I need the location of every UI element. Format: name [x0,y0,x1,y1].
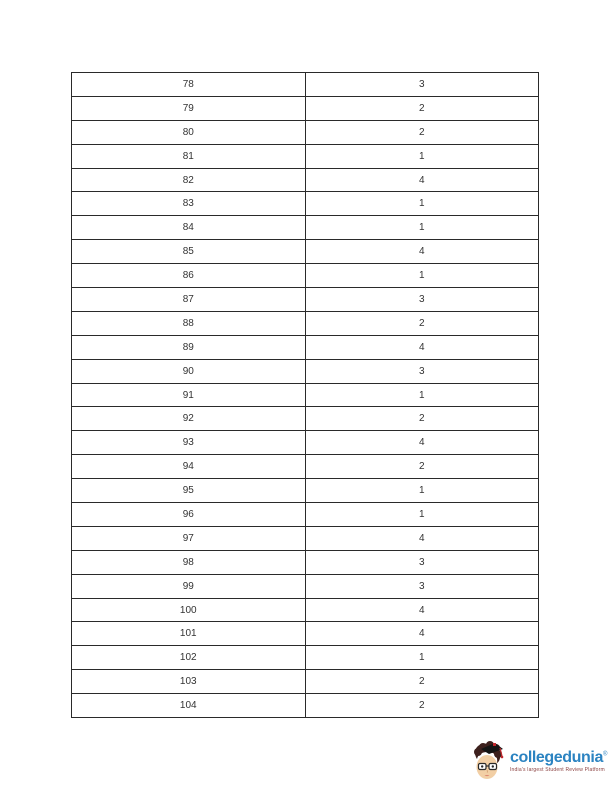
logo-text [510,750,607,773]
answer-cell: 3 [305,73,539,97]
table-row [72,73,539,97]
answer-cell: 4 [305,598,539,622]
question-number-cell: 103 [72,670,306,694]
brand-tagline: India's largest Student Review Platform [509,766,605,773]
answer-cell: 2 [305,407,539,431]
question-number-cell: 79 [72,96,306,120]
table-row [72,455,539,479]
answer-cell: 2 [305,311,539,335]
answer-cell: 4 [305,622,539,646]
answer-cell: 1 [305,383,539,407]
answer-cell: 2 [305,96,539,120]
answer-key-body [72,73,539,718]
question-number-cell: 84 [72,216,306,240]
answer-cell: 3 [305,288,539,312]
table-row [72,216,539,240]
table-row [72,288,539,312]
table-row [72,311,539,335]
answer-cell: 4 [305,431,539,455]
table-row [72,431,539,455]
brand-name: collegedunia® [509,748,607,766]
question-number-cell: 104 [72,694,306,718]
table-row [72,264,539,288]
question-number-cell: 90 [72,359,306,383]
answer-cell: 1 [305,503,539,527]
answer-cell: 1 [305,264,539,288]
question-number-cell: 101 [72,622,306,646]
answer-cell: 4 [305,335,539,359]
question-number-cell: 87 [72,288,306,312]
table-row [72,646,539,670]
question-number-cell: 95 [72,479,306,503]
question-number-cell: 97 [72,526,306,550]
question-number-cell: 88 [72,311,306,335]
answer-cell: 2 [305,455,539,479]
table-row [72,670,539,694]
answer-cell: 2 [305,670,539,694]
question-number-cell: 92 [72,407,306,431]
table-row [72,479,539,503]
table-row [72,574,539,598]
table-row [72,550,539,574]
question-number-cell: 96 [72,503,306,527]
answer-cell: 1 [305,216,539,240]
table-row [72,168,539,192]
answer-cell: 2 [305,120,539,144]
table-row [72,359,539,383]
table-row [72,526,539,550]
answer-key-table [71,72,539,718]
table-row [72,96,539,120]
answer-cell: 3 [305,574,539,598]
answer-cell: 4 [305,526,539,550]
answer-cell: 3 [305,550,539,574]
registered-mark: ® [602,751,607,758]
table-row [72,622,539,646]
answer-cell: 4 [305,240,539,264]
table-row [72,383,539,407]
answer-cell: 2 [305,694,539,718]
question-number-cell: 89 [72,335,306,359]
question-number-cell: 91 [72,383,306,407]
table-row [72,120,539,144]
question-number-cell: 81 [72,144,306,168]
question-number-cell: 99 [72,574,306,598]
question-number-cell: 82 [72,168,306,192]
table-row [72,240,539,264]
answer-cell: 1 [305,192,539,216]
question-number-cell: 98 [72,550,306,574]
question-number-cell: 94 [72,455,306,479]
question-number-cell: 86 [72,264,306,288]
table-row [72,694,539,718]
collegedunia-logo [469,739,607,783]
table-row [72,407,539,431]
answer-cell: 3 [305,359,539,383]
answer-cell: 1 [305,646,539,670]
table-row [72,598,539,622]
question-number-cell: 85 [72,240,306,264]
question-number-cell: 102 [72,646,306,670]
collegedunia-mascot-icon [469,739,507,783]
question-number-cell: 100 [72,598,306,622]
question-number-cell: 83 [72,192,306,216]
question-number-cell: 78 [72,73,306,97]
answer-cell: 4 [305,168,539,192]
question-number-cell: 93 [72,431,306,455]
table-row [72,503,539,527]
answer-cell: 1 [305,144,539,168]
table-row [72,335,539,359]
table-row [72,144,539,168]
answer-cell: 1 [305,479,539,503]
question-number-cell: 80 [72,120,306,144]
table-row [72,192,539,216]
